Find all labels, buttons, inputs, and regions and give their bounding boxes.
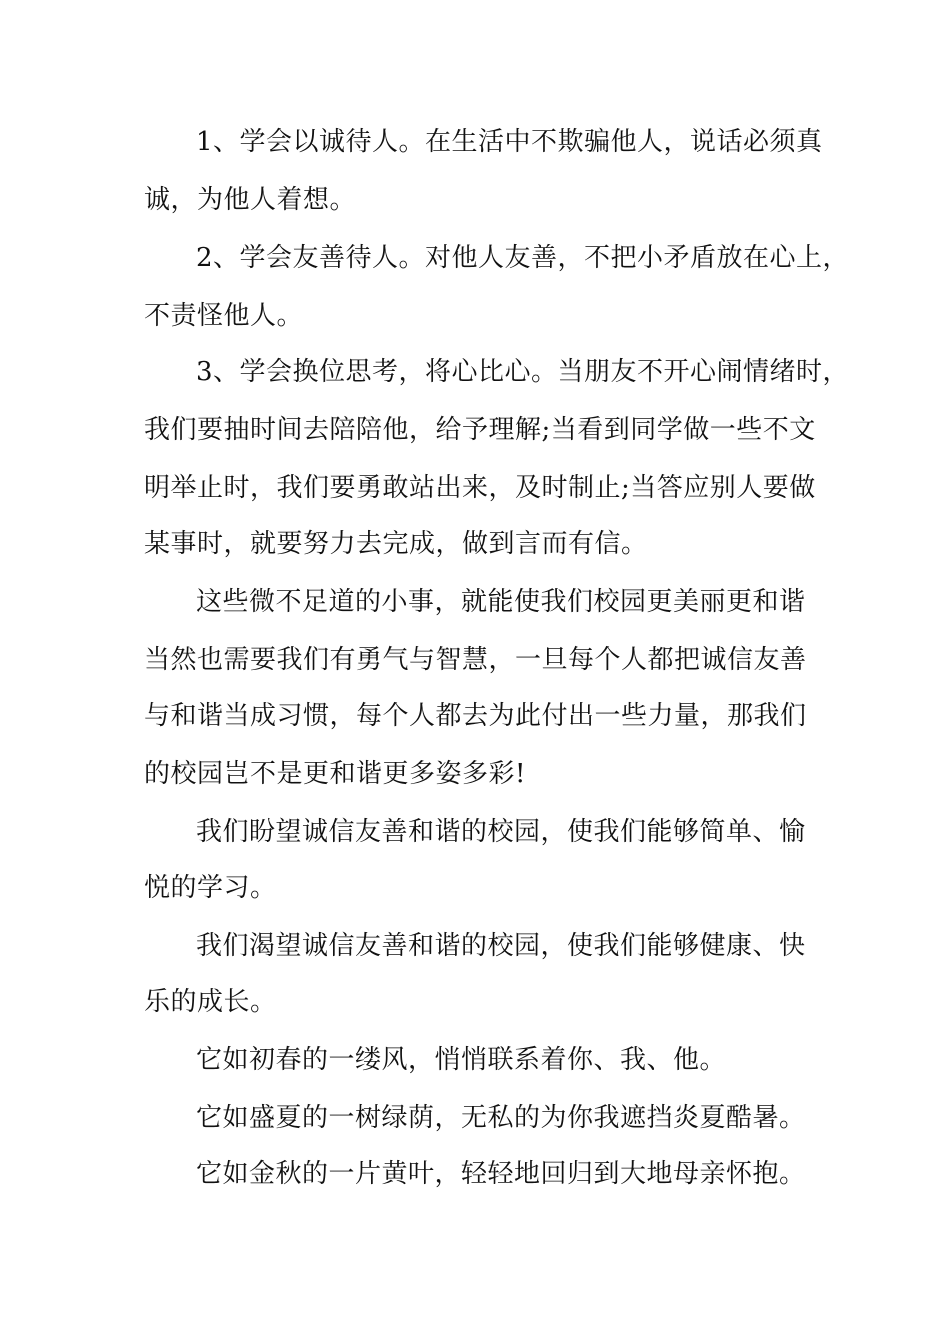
paragraph-4-line-3: 与和谐当成习惯，每个人都去为此付出一些力量，那我们 (144, 701, 807, 731)
paragraph-4-line-2: 当然也需要我们有勇气与智慧，一旦每个人都把诚信友善 (144, 645, 807, 675)
paragraph-2-line-2: 不责怪他人。 (144, 301, 304, 331)
paragraph-4-line-4: 的校园岂不是更和谐更多姿多彩! (144, 759, 526, 789)
paragraph-5-line-2: 悦的学习。 (144, 873, 277, 903)
paragraph-1-line-1: 1、学会以诚待人。在生活中不欺骗他人，说话必须真 (196, 127, 823, 157)
paragraph-3-line-1: 3、学会换位思考，将心比心。当朋友不开心闹情绪时， (196, 357, 850, 387)
paragraph-3-line-3: 明举止时，我们要勇敢站出来，及时制止;当答应别人要做 (144, 473, 816, 503)
paragraph-9-line-1: 它如金秋的一片黄叶，轻轻地回归到大地母亲怀抱。 (196, 1159, 806, 1189)
paragraph-6-line-2: 乐的成长。 (144, 987, 277, 1017)
paragraph-6-line-1: 我们渴望诚信友善和谐的校园，使我们能够健康、快 (196, 931, 806, 961)
paragraph-1-line-2: 诚，为他人着想。 (144, 185, 357, 215)
paragraph-7-line-1: 它如初春的一缕风，悄悄联系着你、我、他。 (196, 1045, 727, 1075)
paragraph-2-line-1: 2、学会友善待人。对他人友善，不把小矛盾放在心上， (196, 243, 850, 273)
paragraph-5-line-1: 我们盼望诚信友善和谐的校园，使我们能够简单、愉 (196, 817, 806, 847)
paragraph-4-line-1: 这些微不足道的小事，就能使我们校园更美丽更和谐 (196, 587, 806, 617)
paragraph-3-line-4: 某事时，就要努力去完成，做到言而有信。 (144, 529, 648, 559)
paragraph-3-line-2: 我们要抽时间去陪陪他，给予理解;当看到同学做一些不文 (144, 415, 816, 445)
paragraph-8-line-1: 它如盛夏的一树绿荫，无私的为你我遮挡炎夏酷暑。 (196, 1103, 806, 1133)
